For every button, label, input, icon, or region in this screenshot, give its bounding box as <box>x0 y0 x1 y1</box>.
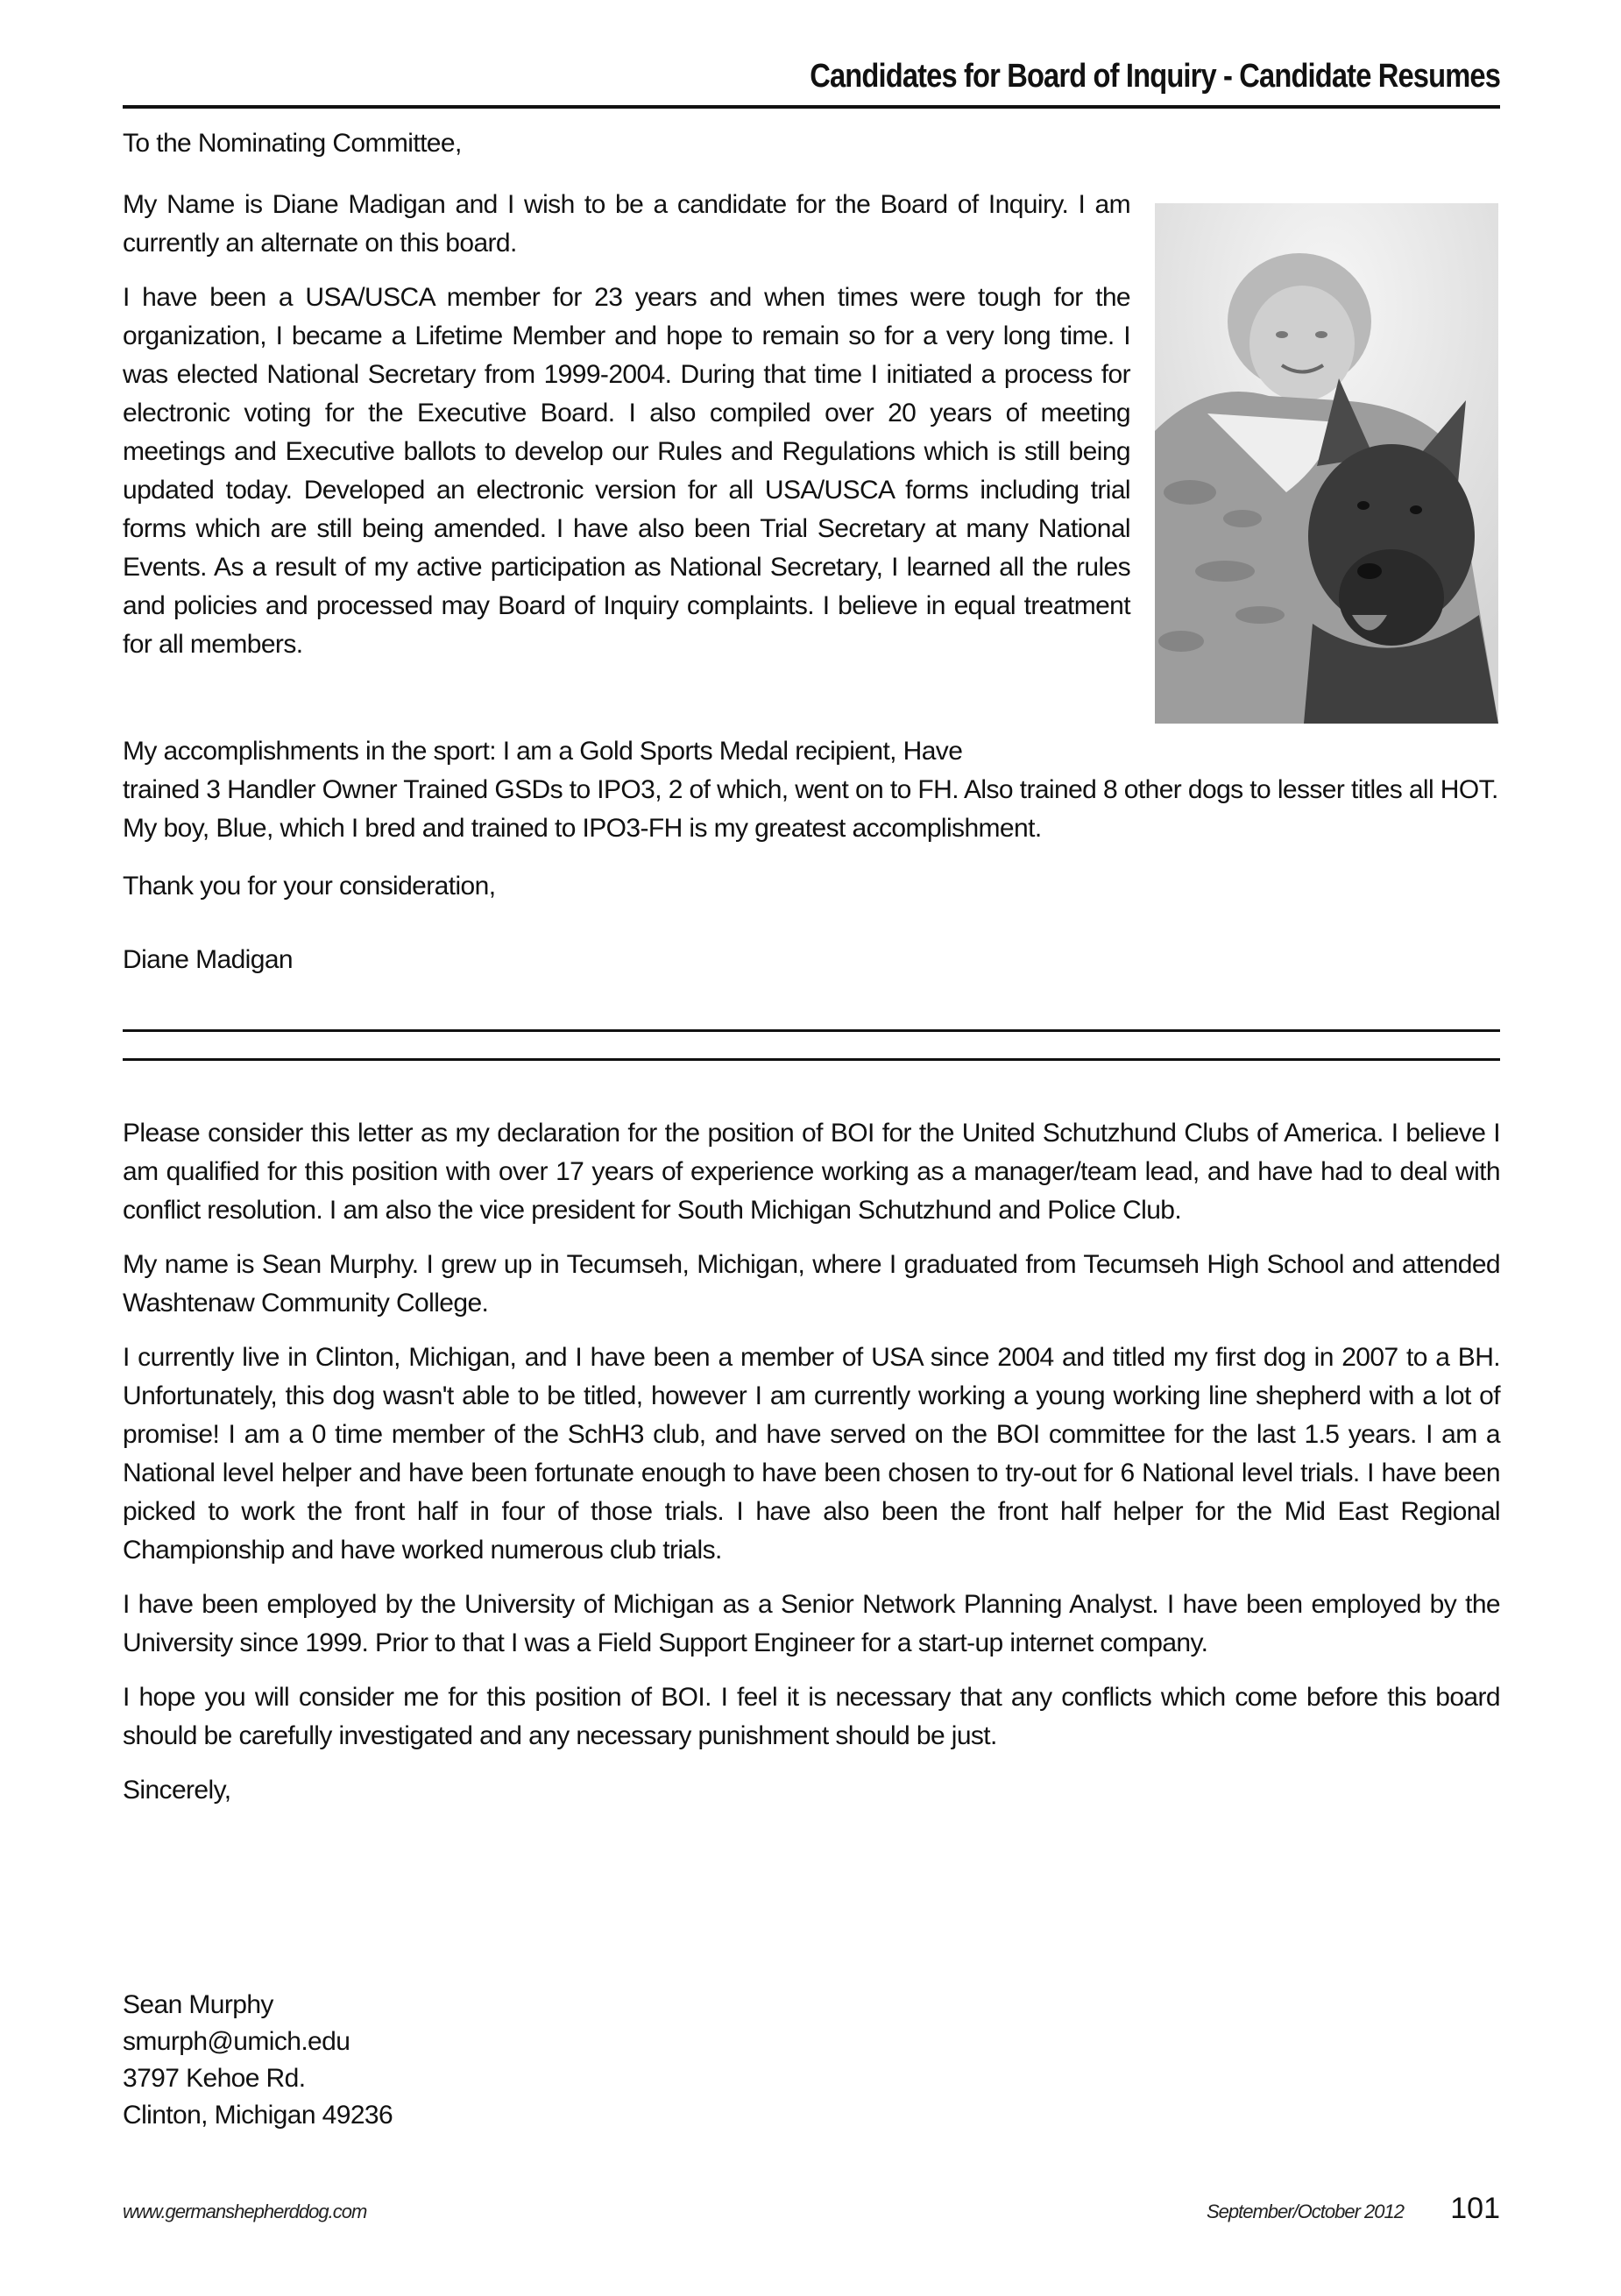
candidate2-paragraph: I currently live in Clinton, Michigan, and I have been a member of USA since 2004 and titled my first dog in 2007 to a BH. Unfortunately, this dog wasn't able to be titled, however I am currently working a young working line shepherd with a lot of promise! I am a 0 time member of the SchH3 club, and have served on the BOI committee for the last 1.5 years. I am a National level helper and have been fortunate enough to have been chosen to try-out for 6 National level trials. I have been picked to work the front half in four of those trials. I have also been the front half helper for the Mid East Regional Championship and have worked numerous club trials. <box>123 1343 1500 1565</box>
section-divider-bottom <box>123 1058 1500 1061</box>
section-divider-top <box>123 1029 1500 1032</box>
candidate1-closing-block <box>123 867 1500 979</box>
candidate2-paragraph: I hope you will consider me for this position of BOI. I feel it is necessary that any conflicts which come before this board should be carefully investigated and any necessary punishment should be just. <box>123 1683 1500 1750</box>
footer-url-link[interactable]: www.germanshepherddog.com <box>123 2201 367 2222</box>
candidate1-closing: Thank you for your consideration, <box>123 872 496 901</box>
candidate1-photo <box>1155 203 1498 724</box>
page-header <box>123 54 1500 98</box>
header-rule <box>123 105 1500 109</box>
candidate2-closing: Sincerely, <box>123 1776 231 1805</box>
candidate1-intro-column <box>123 186 1130 680</box>
accomplishments-rest: trained 3 Handler Owner Trained GSDs to IPO3, 2 of which, went on to FH. Also trained 8 other dogs to lesser titles all HOT. My boy, Blue, which I bred and trained to IPO3-FH is my greatest accomplishment. <box>123 775 1498 843</box>
page-title: Candidates for Board of Inquiry - Candidate Resumes <box>810 58 1500 95</box>
candidate1-signature: Diane Madigan <box>123 945 293 974</box>
signature-name: Sean Murphy <box>123 1990 273 2019</box>
candidate2-paragraph: I have been employed by the University of Michigan as a Senior Network Planning Analyst. I have been employed by the University since 1999. Prior to that I was a Field Support Engineer for a start-up internet company. <box>123 1590 1500 1657</box>
candidate1-paragraph: My Name is Diane Madigan and I wish to be a candidate for the Board of Inquiry. I am currently an alternate on this board. <box>123 190 1130 258</box>
portrait-photo-icon <box>1155 203 1498 724</box>
candidate2-signature-block <box>123 1987 824 2134</box>
accomplishments-line1: My accomplishments in the sport: I am a Gold Sports Medal recipient, Have <box>123 737 963 766</box>
signature-street: 3797 Kehoe Rd. <box>123 2064 306 2093</box>
page-number: 101 <box>1450 2192 1500 2225</box>
footer-issue-date: September/October 2012 <box>1206 2201 1404 2222</box>
page-footer <box>123 2192 1500 2227</box>
candidate2-paragraph: Please consider this letter as my declaration for the position of BOI for the United Schutzhund Clubs of America. I believe I am qualified for this position with over 17 years of experience working as a manager/team lead, and have had to deal with conflict resolution. I am also the vice president for South Michigan Schutzhund and Police Club. <box>123 1119 1500 1225</box>
candidate1-paragraph: I have been a USA/USCA member for 23 years and when times were tough for the organization, I became a Lifetime Member and hope to remain so for a very long time. I was elected National Secretary from 1999-2004. During that time I initiated a process for electronic voting for the Executive Board. I also compiled over 20 years of meeting meetings and Executive ballots to develop our Rules and Regulations which is still being updated today. Developed an electronic version for all USA/USCA forms including trial forms which are still being amended. I have also been Trial Secretary at many National Events. As a result of my active participation as National Secretary, I learned all the rules and policies and processed may Board of Inquiry complaints. I believe in equal treatment for all members. <box>123 283 1130 659</box>
candidate1-salutation <box>123 124 1500 163</box>
signature-email[interactable]: smurph@umich.edu <box>123 2027 350 2056</box>
candidate1-accomplishments <box>123 732 1500 864</box>
candidate2-paragraph: My name is Sean Murphy. I grew up in Tecumseh, Michigan, where I graduated from Tecumseh High School and attended Washtenaw Community College. <box>123 1250 1500 1318</box>
candidate2-letter <box>123 1114 1500 1810</box>
salutation-text: To the Nominating Committee, <box>123 129 462 158</box>
signature-city: Clinton, Michigan 49236 <box>123 2101 393 2130</box>
